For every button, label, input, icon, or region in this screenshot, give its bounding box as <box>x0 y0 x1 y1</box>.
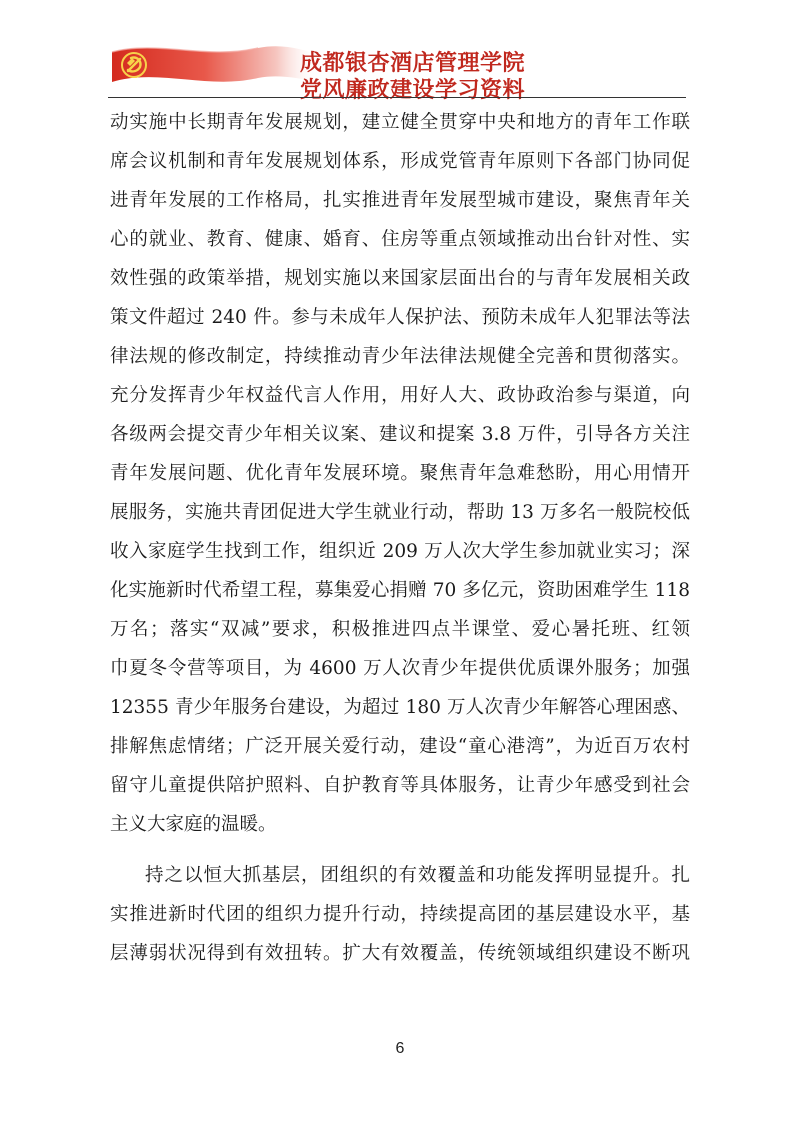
text-line: 青年发展问题、优化青年发展环境。聚焦青年急难愁盼，用心用情开 <box>110 463 690 484</box>
paragraph-gap <box>110 844 690 856</box>
text-line: 收入家庭学生找到工作，组织近 209 万人次大学生参加就业实习；深 <box>110 541 690 562</box>
text-line: 持之以恒大抓基层，团组织的有效覆盖和功能发挥明显提升。扎 <box>145 865 690 886</box>
text-line: 主义大家庭的温暖。 <box>110 814 277 835</box>
text-line: 效性强的政策举措，规划实施以来国家层面出台的与青年发展相关政 <box>110 268 690 289</box>
text-line: 席会议机制和青年发展规划体系，形成党管青年原则下各部门协同促 <box>110 151 690 172</box>
header-divider <box>108 97 686 98</box>
text-line: 化实施新时代希望工程，募集爱心捐赠 70 多亿元，资助困难学生 118 <box>110 580 690 601</box>
text-line: 排解焦虑情绪；广泛开展关爱行动，建设“童心港湾”，为近百万农村 <box>110 736 690 757</box>
text-line: 各级两会提交青少年相关议案、建议和提案 3.8 万件，引导各方关注 <box>110 424 690 445</box>
text-line: 12355 青少年服务台建设，为超过 180 万人次青少年解答心理困惑、 <box>110 697 690 718</box>
party-emblem-flag-icon <box>108 38 318 96</box>
page-header <box>0 0 800 103</box>
page-number: 6 <box>395 1040 405 1057</box>
text-line: 万名；落实“双减”要求，积极推进四点半课堂、爱心暑托班、红领 <box>110 619 690 640</box>
text-line: 留守儿童提供陪护照料、自护教育等具体服务，让青少年感受到社会 <box>110 775 690 796</box>
text-line: 展服务，实施共青团促进大学生就业行动，帮助 13 万多名一般院校低 <box>110 502 690 523</box>
text-line: 层薄弱状况得到有效扭转。扩大有效覆盖，传统领域组织建设不断巩 <box>110 943 690 964</box>
header-title-line1: 成都银杏酒店管理学院 <box>300 51 526 76</box>
text-line: 律法规的修改制定，持续推动青少年法律法规健全完善和贯彻落实。 <box>110 346 690 367</box>
text-line: 巾夏冬令营等项目，为 4600 万人次青少年提供优质课外服务；加强 <box>110 658 690 679</box>
header-title <box>300 50 525 104</box>
text-line: 充分发挥青少年权益代言人作用，用好人大、政协政治参与渠道，向 <box>110 385 690 406</box>
text-line: 进青年发展的工作格局，扎实推进青年发展型城市建设，聚焦青年关 <box>110 190 690 211</box>
document-body <box>110 103 690 973</box>
paragraph-1 <box>110 103 690 844</box>
paragraph-2 <box>110 856 690 973</box>
text-line: 实推进新时代团的组织力提升行动，持续提高团的基层建设水平，基 <box>110 904 690 925</box>
text-line: 策文件超过 240 件。参与未成年人保护法、预防未成年人犯罪法等法 <box>110 307 690 328</box>
header-title-line2: 党风廉政建设学习资料 <box>300 78 526 103</box>
text-line: 动实施中长期青年发展规划，建立健全贯穿中央和地方的青年工作联 <box>110 112 690 133</box>
text-line: 心的就业、教育、健康、婚育、住房等重点领域推动出台针对性、实 <box>110 229 690 250</box>
